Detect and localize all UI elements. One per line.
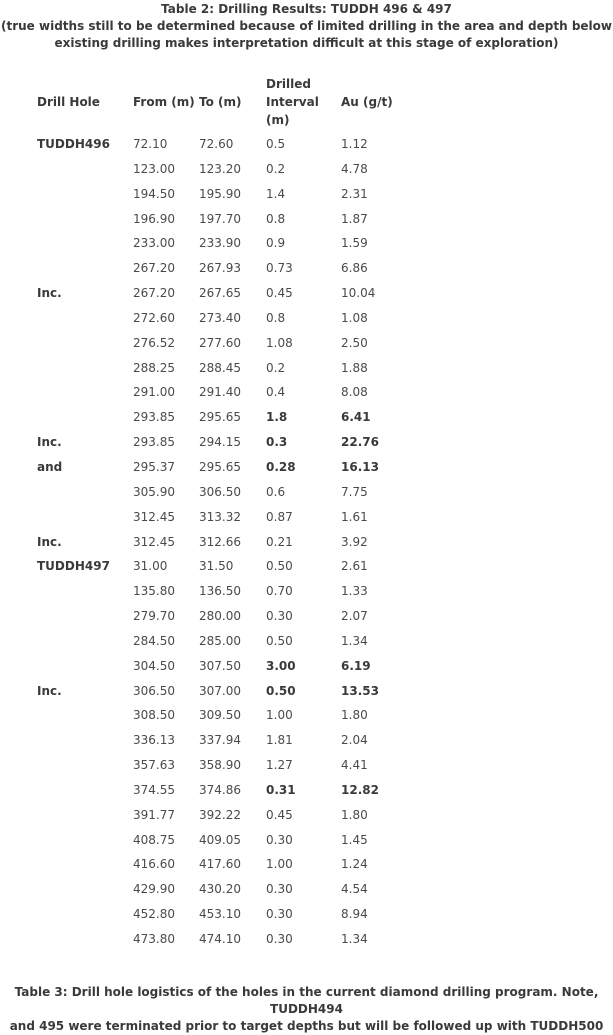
cell-interval: 1.81 (266, 733, 293, 748)
cell-au: 8.94 (341, 907, 368, 922)
cell-au: 16.13 (341, 459, 379, 474)
cell-interval: 0.31 (266, 782, 296, 797)
table-row (0, 479, 613, 504)
cell-drill-hole: Inc. (37, 534, 62, 549)
cell-drill-hole: Inc. (37, 683, 62, 698)
table-row (0, 777, 613, 802)
cell-au: 2.07 (341, 609, 368, 624)
cell-to: 474.10 (199, 932, 241, 946)
table-row (0, 255, 613, 280)
cell-interval: 1.8 (266, 410, 288, 425)
cell-interval: 0.30 (266, 882, 293, 897)
cell-from: 308.50 (133, 708, 175, 723)
cell-to: 280.00 (199, 609, 241, 624)
cell-au: 1.24 (341, 857, 368, 872)
cell-interval: 1.27 (266, 758, 293, 773)
table-row (0, 404, 613, 429)
cell-au: 2.04 (341, 733, 368, 748)
cell-to: 267.93 (199, 261, 241, 276)
table-row (0, 280, 613, 305)
table-header (0, 74, 613, 130)
cell-to: 233.90 (199, 236, 241, 251)
cell-from: 304.50 (133, 658, 175, 673)
table-row (0, 727, 613, 752)
caption-line-1: Table 2: Drilling Results: TUDDH 496 & 497 (161, 2, 452, 16)
cell-interval: 0.45 (266, 286, 293, 301)
cell-interval: 0.87 (266, 509, 293, 524)
table-row (0, 678, 613, 703)
cell-interval: 0.30 (266, 907, 293, 922)
cell-to: 358.90 (199, 758, 241, 773)
cell-interval: 0.28 (266, 459, 296, 474)
caption-line-3: existing drilling makes interpretation difficult at this stage of exploration) (54, 36, 559, 50)
cell-to: 430.20 (199, 882, 241, 897)
cell-from: 452.80 (133, 907, 175, 922)
cell-au: 1.80 (341, 708, 368, 723)
table-row (0, 901, 613, 926)
cell-drill-hole: Inc. (37, 435, 62, 450)
cell-interval: 0.2 (266, 161, 286, 176)
cell-to: 417.60 (199, 857, 241, 872)
cell-from: 312.45 (133, 534, 175, 549)
cell-to: 291.40 (199, 385, 241, 400)
cell-to: 294.15 (199, 435, 241, 450)
cell-au: 6.19 (341, 658, 371, 673)
table-row (0, 628, 613, 653)
cell-au: 13.53 (341, 683, 379, 698)
table-row (0, 131, 613, 156)
cell-interval: 0.6 (266, 484, 286, 499)
cell-from: 267.20 (133, 286, 175, 301)
cell-to: 453.10 (199, 907, 241, 922)
cell-au: 12.82 (341, 782, 379, 797)
table-row (0, 206, 613, 231)
cell-au: 6.41 (341, 410, 371, 425)
cell-interval: 0.2 (266, 360, 286, 375)
cell-au: 1.87 (341, 211, 368, 226)
caption-line-2: (true widths still to be determined because of limited drilling in the area and depth below (1, 19, 612, 33)
table-row (0, 553, 613, 578)
cell-from: 306.50 (133, 683, 175, 698)
cell-to: 312.66 (199, 534, 241, 549)
cell-interval: 0.50 (266, 559, 293, 574)
cell-from: 72.10 (133, 137, 168, 151)
table-row (0, 504, 613, 529)
cell-interval: 1.4 (266, 186, 286, 201)
header-interval-line-1: Drilled (266, 77, 311, 91)
cell-to: 409.05 (199, 832, 241, 847)
table-row (0, 379, 613, 404)
cell-au: 7.75 (341, 484, 368, 499)
cell-from: 336.13 (133, 733, 175, 748)
cell-from: 357.63 (133, 758, 175, 773)
table-row (0, 330, 613, 355)
table-row (0, 181, 613, 206)
cell-to: 277.60 (199, 335, 241, 350)
cell-au: 4.54 (341, 882, 368, 897)
cell-to: 267.65 (199, 286, 241, 301)
table-row (0, 578, 613, 603)
cell-au: 1.12 (341, 137, 368, 151)
cell-to: 31.50 (199, 559, 234, 574)
table-row (0, 926, 613, 951)
header-to: To (m) (199, 95, 242, 109)
table-row (0, 305, 613, 330)
cell-drill-hole: and (37, 459, 63, 474)
cell-au: 1.34 (341, 932, 368, 946)
cell-au: 8.08 (341, 385, 368, 400)
cell-interval: 0.3 (266, 435, 288, 450)
cell-to: 295.65 (199, 410, 241, 425)
cell-from: 196.90 (133, 211, 175, 226)
cell-drill-hole: Inc. (37, 286, 62, 301)
cell-drill-hole: TUDDH497 (37, 559, 110, 574)
cell-au: 4.78 (341, 161, 368, 176)
table-row (0, 752, 613, 777)
cell-from: 284.50 (133, 633, 175, 648)
cell-au: 2.50 (341, 335, 368, 350)
cell-to: 309.50 (199, 708, 241, 723)
table-3-caption (0, 984, 613, 1035)
cell-to: 195.90 (199, 186, 241, 201)
cell-from: 272.60 (133, 310, 175, 325)
cell-au: 3.92 (341, 534, 368, 549)
cell-to: 313.32 (199, 509, 241, 524)
cell-from: 374.55 (133, 782, 175, 797)
cell-from: 391.77 (133, 807, 175, 822)
table-row (0, 603, 613, 628)
cell-to: 337.94 (199, 733, 241, 748)
cell-to: 72.60 (199, 137, 234, 151)
cell-interval: 1.00 (266, 857, 293, 872)
cell-au: 2.31 (341, 186, 368, 201)
cell-from: 429.90 (133, 882, 175, 897)
cell-interval: 3.00 (266, 658, 296, 673)
cell-from: 276.52 (133, 335, 175, 350)
table-row (0, 851, 613, 876)
header-au: Au (g/t) (341, 95, 393, 109)
header-interval-line-3: (m) (266, 113, 290, 127)
cell-to: 123.20 (199, 161, 241, 176)
table-row (0, 653, 613, 678)
cell-from: 31.00 (133, 559, 168, 574)
caption-line-1: Table 3: Drill hole logistics of the holes in the current diamond drilling program. Note, TUDDH494 (14, 985, 599, 1016)
cell-from: 408.75 (133, 832, 175, 847)
cell-au: 1.34 (341, 633, 368, 648)
cell-au: 2.61 (341, 559, 368, 574)
cell-to: 288.45 (199, 360, 241, 375)
table-row (0, 529, 613, 554)
cell-interval: 0.8 (266, 211, 286, 226)
cell-to: 307.50 (199, 658, 241, 673)
cell-from: 267.20 (133, 261, 175, 276)
cell-to: 197.70 (199, 211, 241, 226)
cell-interval: 0.30 (266, 932, 293, 946)
cell-to: 307.00 (199, 683, 241, 698)
cell-from: 295.37 (133, 459, 175, 474)
cell-interval: 0.21 (266, 534, 293, 549)
cell-drill-hole: TUDDH496 (37, 137, 110, 151)
table-2-caption (0, 1, 613, 52)
table-row (0, 355, 613, 380)
table-row (0, 429, 613, 454)
cell-from: 416.60 (133, 857, 175, 872)
table-row (0, 702, 613, 727)
header-interval-line-2: Interval (266, 95, 319, 109)
cell-interval: 0.50 (266, 633, 293, 648)
cell-to: 306.50 (199, 484, 241, 499)
cell-from: 312.45 (133, 509, 175, 524)
cell-from: 291.00 (133, 385, 175, 400)
table-row (0, 802, 613, 827)
cell-to: 285.00 (199, 633, 241, 648)
cell-au: 1.88 (341, 360, 368, 375)
table-row (0, 454, 613, 479)
cell-interval: 1.00 (266, 708, 293, 723)
cell-interval: 0.30 (266, 609, 293, 624)
cell-au: 1.59 (341, 236, 368, 251)
cell-from: 473.80 (133, 932, 175, 946)
cell-from: 194.50 (133, 186, 175, 201)
cell-interval: 0.45 (266, 807, 293, 822)
cell-au: 1.33 (341, 584, 368, 599)
cell-from: 293.85 (133, 435, 175, 450)
cell-au: 6.86 (341, 261, 368, 276)
cell-from: 233.00 (133, 236, 175, 251)
cell-to: 136.50 (199, 584, 241, 599)
cell-au: 1.80 (341, 807, 368, 822)
table-row (0, 230, 613, 255)
cell-to: 273.40 (199, 310, 241, 325)
cell-interval: 0.8 (266, 310, 286, 325)
cell-to: 295.65 (199, 459, 241, 474)
cell-interval: 1.08 (266, 335, 293, 350)
cell-au: 4.41 (341, 758, 368, 773)
header-drill-hole: Drill Hole (37, 95, 100, 109)
cell-interval: 0.70 (266, 584, 293, 599)
table-body (0, 131, 613, 951)
caption-line-2: and 495 were terminated prior to target depths but will be followed up with TUDDH500 (9, 1019, 604, 1033)
cell-au: 10.04 (341, 286, 376, 301)
table-row (0, 827, 613, 852)
cell-interval: 0.73 (266, 261, 293, 276)
cell-from: 135.80 (133, 584, 175, 599)
header-from: From (m) (133, 95, 195, 109)
cell-au: 1.61 (341, 509, 368, 524)
cell-from: 123.00 (133, 161, 175, 176)
cell-from: 288.25 (133, 360, 175, 375)
cell-from: 279.70 (133, 609, 175, 624)
cell-from: 293.85 (133, 410, 175, 425)
cell-au: 22.76 (341, 435, 379, 450)
cell-au: 1.45 (341, 832, 368, 847)
cell-to: 374.86 (199, 782, 241, 797)
cell-from: 305.90 (133, 484, 175, 499)
table-row (0, 876, 613, 901)
cell-interval: 0.5 (266, 137, 286, 151)
cell-to: 392.22 (199, 807, 241, 822)
table-row (0, 156, 613, 181)
cell-interval: 0.30 (266, 832, 293, 847)
cell-interval: 0.4 (266, 385, 286, 400)
cell-interval: 0.9 (266, 236, 286, 251)
cell-au: 1.08 (341, 310, 368, 325)
cell-interval: 0.50 (266, 683, 296, 698)
